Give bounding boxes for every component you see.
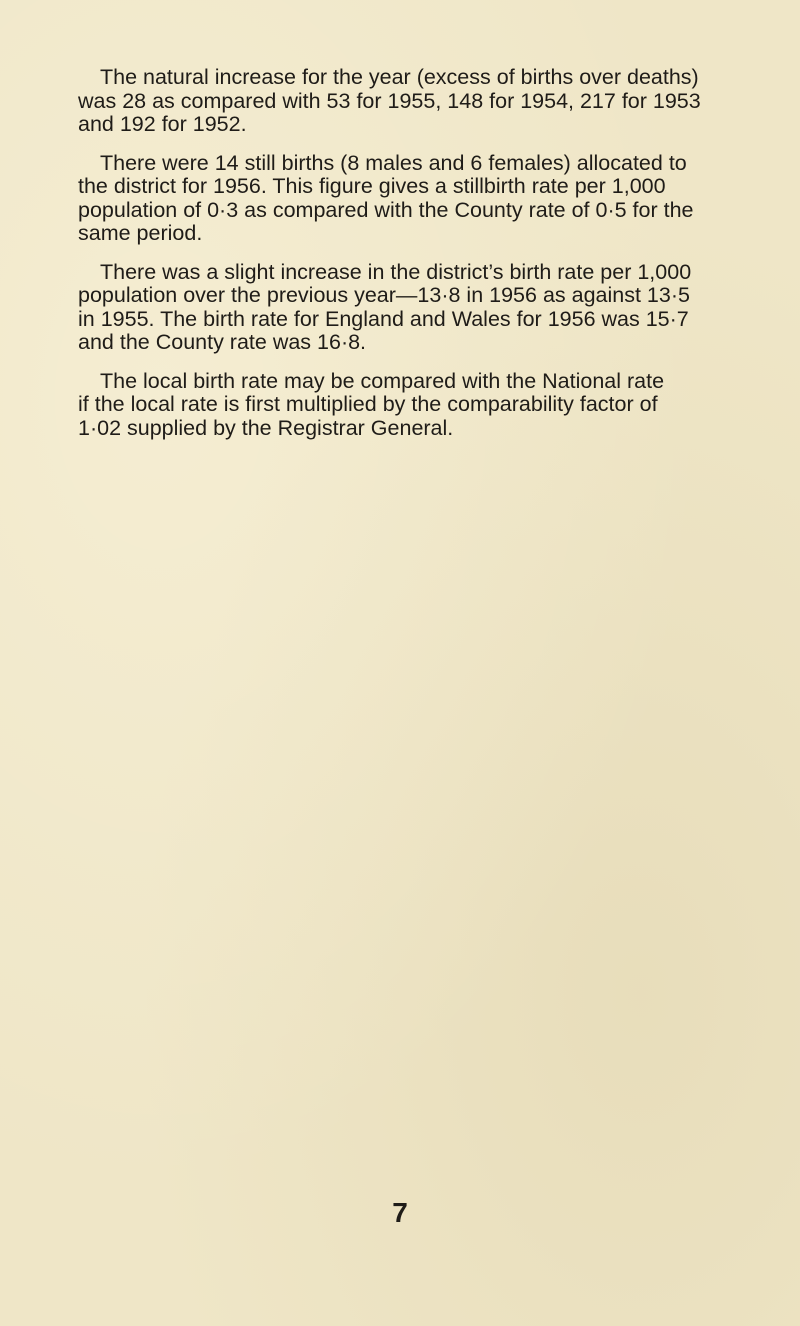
text-line: the district for 1956. This figure gives a stillbirth rate per 1,000 (78, 174, 666, 198)
text-line: There were 14 still births (8 males and 6 females) allocated to (100, 150, 687, 175)
text-line: and 192 for 1952. (78, 112, 247, 136)
text-line: same period. (78, 221, 203, 245)
paragraph-still-births (78, 152, 790, 246)
text-line: The natural increase for the year (excess of births over deaths) (100, 65, 699, 89)
text-line: population of 0·3 as compared with the County rate of 0·5 for the (78, 197, 694, 222)
text-line: The local birth rate may be compared with the National rate (100, 368, 665, 393)
text-line: and the County rate was 16·8. (78, 330, 367, 354)
text-line: There was a slight increase in the district’s birth rate per 1,000 (100, 259, 692, 284)
text-line: if the local rate is first multiplied by the comparability factor of (78, 392, 658, 416)
paragraph-natural-increase (78, 66, 790, 137)
page-number: 7 (392, 1197, 408, 1228)
text-line: population over the previous year—13·8 in 1956 as against 13·5 (78, 283, 690, 307)
paragraph-birth-rate (78, 261, 790, 355)
paragraph-comparability-factor (78, 370, 790, 441)
text-line: 1·02 supplied by the Registrar General. (78, 415, 454, 440)
text-line: in 1955. The birth rate for England and Wales for 1956 was 15·7 (78, 306, 689, 331)
text-line: was 28 as compared with 53 for 1955, 148 for 1954, 217 for 1953 (78, 88, 701, 113)
body-text (78, 66, 790, 455)
